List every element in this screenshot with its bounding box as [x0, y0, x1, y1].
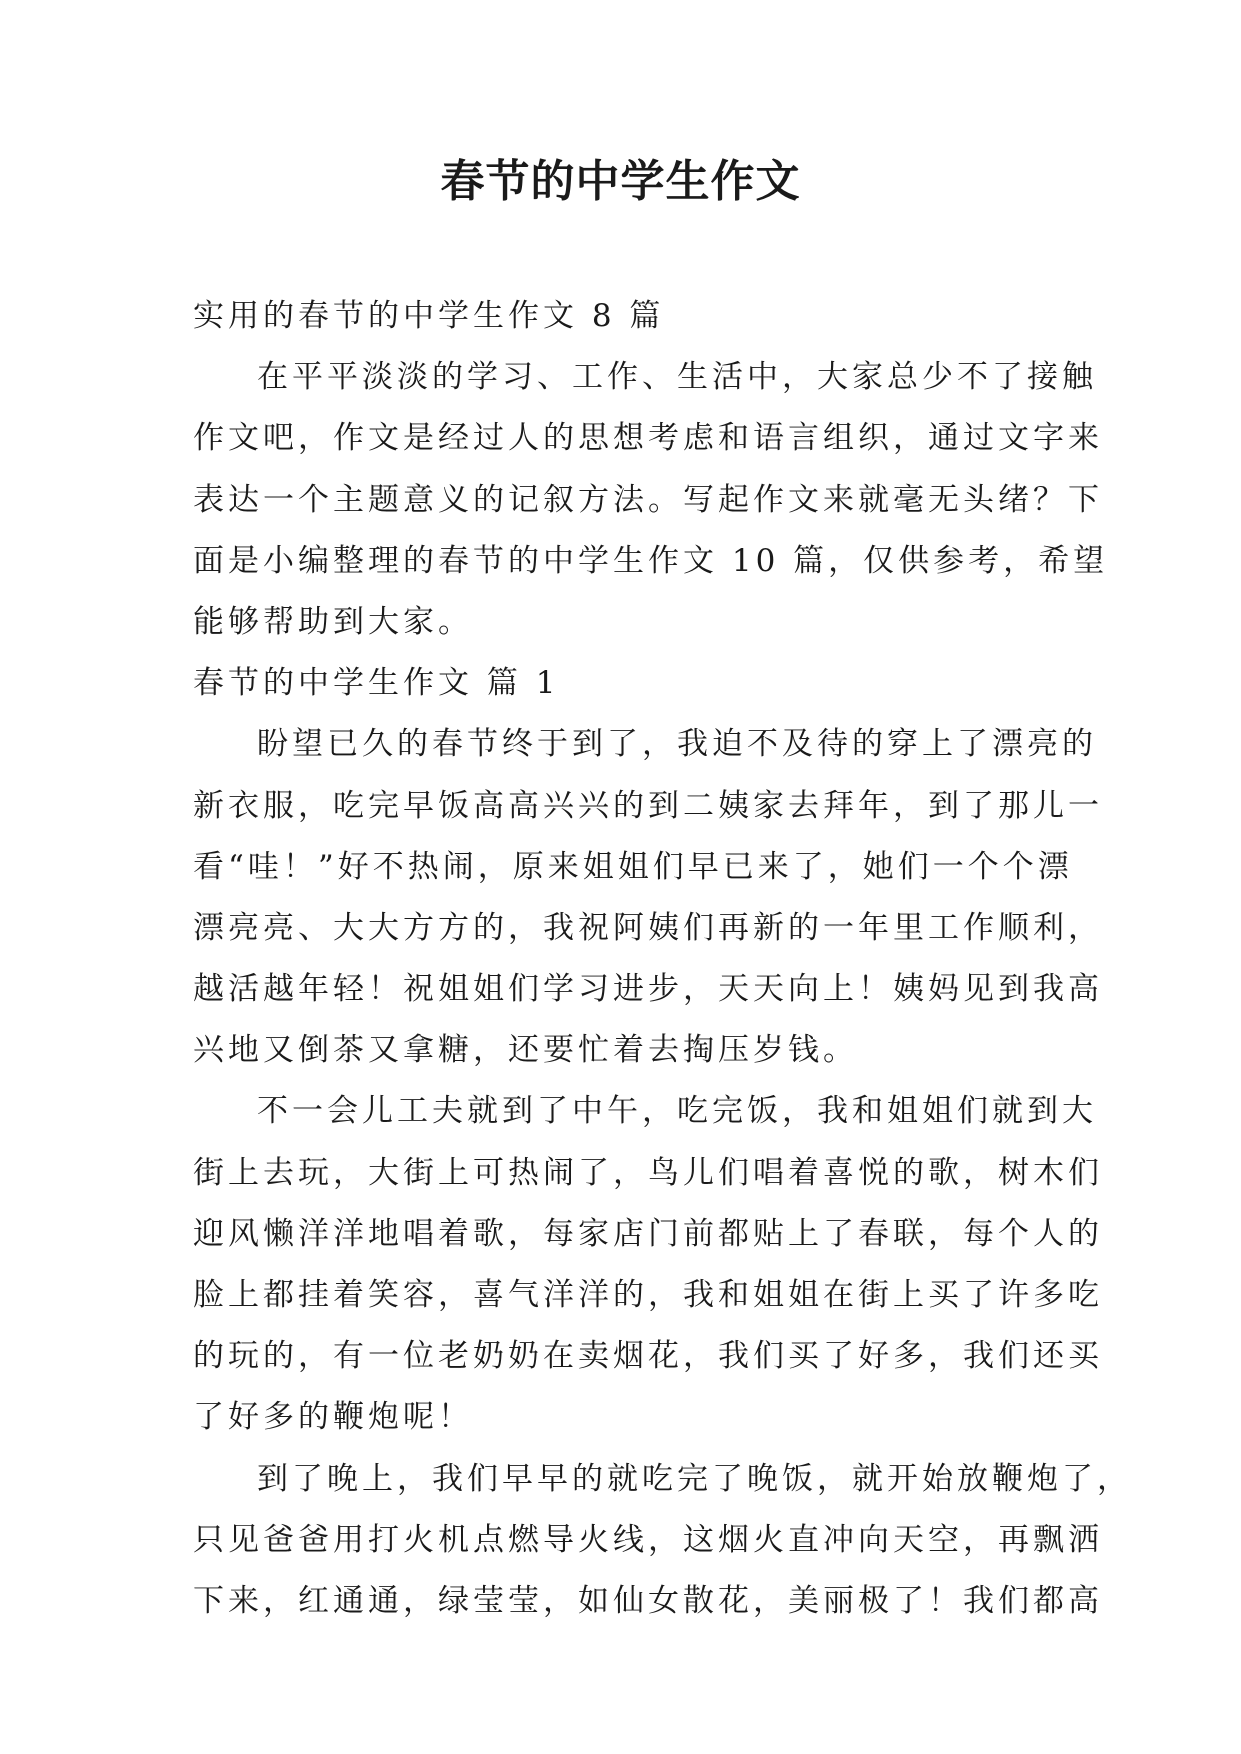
- document-subtitle: 实用的春节的中学生作文 8 篇: [193, 298, 665, 334]
- intro-line: 作文吧，作文是经过人的思想考虑和语言组织，通过文字来: [193, 420, 1103, 457]
- document-body: [193, 286, 1132, 1632]
- paragraph-line: 盼望已久的春节终于到了，我迫不及待的穿上了漂亮的: [257, 726, 1097, 763]
- section-heading: 春节的中学生作文 篇 1: [193, 665, 560, 702]
- intro-line: 能够帮助到大家。: [193, 603, 473, 640]
- paragraph-line: 看“哇！”好不热闹，原来姐姐们早已来了，她们一个个漂: [193, 848, 1073, 885]
- paragraph-line: 街上去玩，大街上可热闹了，鸟儿们唱着喜悦的歌，树木们: [193, 1154, 1103, 1191]
- intro-line: 面是小编整理的春节的中学生作文 10 篇，仅供参考，希望: [193, 542, 1109, 579]
- intro-line: 表达一个主题意义的记叙方法。写起作文来就毫无头绪？下: [193, 481, 1103, 518]
- paragraph-line: 漂亮亮、大大方方的，我祝阿姨们再新的一年里工作顺利，: [193, 909, 1103, 946]
- essay-paragraph-1: [193, 714, 1103, 1081]
- document-title: 春节的中学生作文: [440, 156, 801, 207]
- paragraph-line: 了好多的鞭炮呢！: [193, 1399, 473, 1436]
- intro-line: 在平平淡淡的学习、工作、生活中，大家总少不了接触: [257, 359, 1097, 396]
- paragraph-line: 越活越年轻！祝姐姐们学习进步，天天向上！姨妈见到我高: [193, 971, 1103, 1008]
- paragraph-line: 脸上都挂着笑容，喜气洋洋的，我和姐姐在街上买了许多吃: [193, 1277, 1103, 1313]
- paragraph-line: 只见爸爸用打火机点燃导火线，这烟火直冲向天空，再飘洒: [193, 1521, 1103, 1558]
- essay-paragraph-3: [193, 1449, 1132, 1633]
- paragraph-line: 不一会儿工夫就到了中午，吃完饭，我和姐姐们就到大: [257, 1093, 1097, 1130]
- paragraph-line: 下来，红通通，绿莹莹，如仙女散花，美丽极了！我们都高: [193, 1582, 1103, 1619]
- paragraph-line: 的玩的，有一位老奶奶在卖烟花，我们买了好多，我们还买: [193, 1338, 1103, 1375]
- paragraph-line: 到了晚上，我们早早的就吃完了晚饭，就开始放鞭炮了，: [257, 1460, 1132, 1497]
- intro-paragraph: [193, 347, 1109, 653]
- paragraph-line: 兴地又倒茶又拿糖，还要忙着去掏压岁钱。: [193, 1032, 858, 1069]
- paragraph-line: 新衣服，吃完早饭高高兴兴的到二姨家去拜年，到了那儿一: [193, 787, 1103, 824]
- paragraph-line: 迎风懒洋洋地唱着歌，每家店门前都贴上了春联，每个人的: [193, 1215, 1103, 1252]
- essay-paragraph-2: [193, 1081, 1103, 1448]
